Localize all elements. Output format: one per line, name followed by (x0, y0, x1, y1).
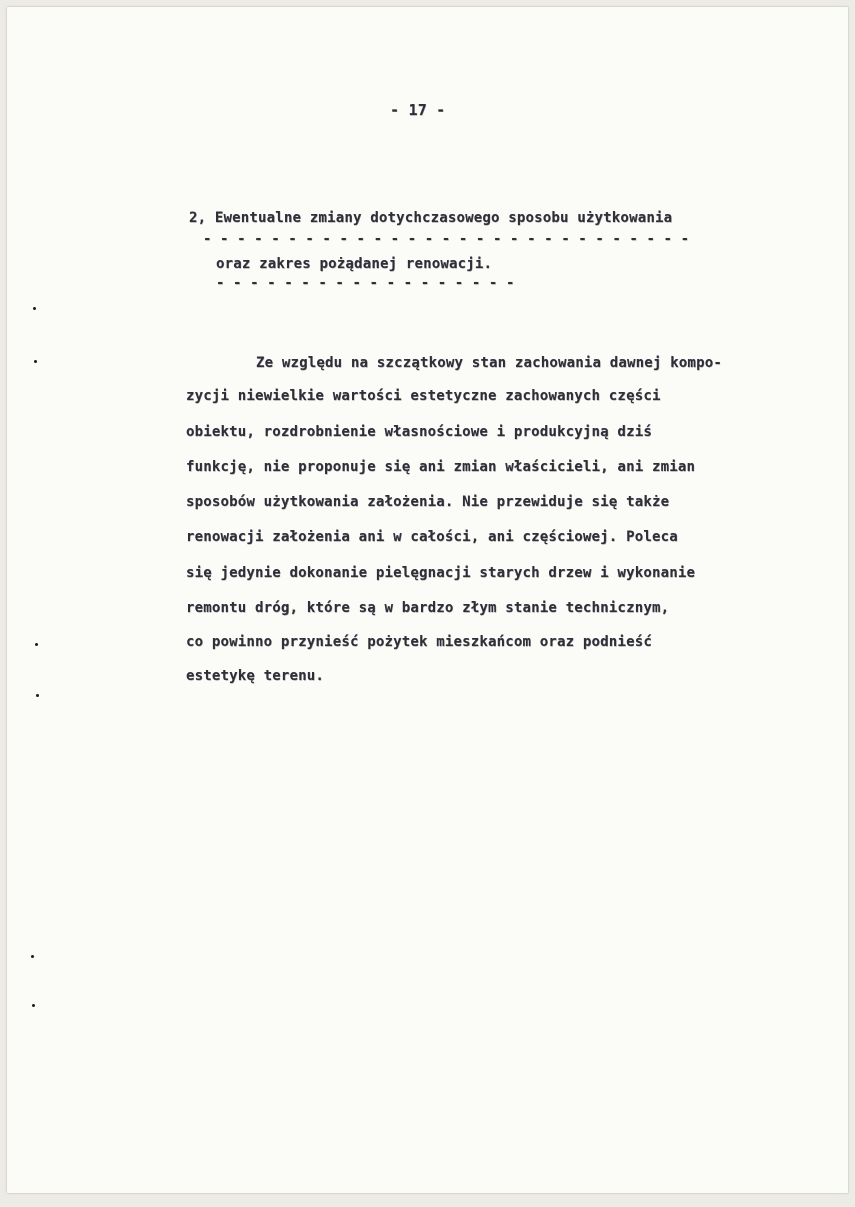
page-number: - 17 - (390, 101, 446, 119)
body-text-line: zycji niewielkie wartości estetyczne zachowanych części (186, 388, 661, 404)
margin-mark (36, 694, 39, 697)
margin-mark (31, 955, 34, 958)
document-page (7, 7, 848, 1193)
section-heading-line-2: oraz zakres pożądanej renowacji. (216, 256, 493, 272)
margin-mark (32, 1004, 35, 1007)
section-heading-underline-2: - - - - - - - - - - - - - - - - - - (216, 275, 515, 291)
margin-mark (34, 360, 37, 363)
body-text-line: funkcję, nie proponuje się ani zmian właścicieli, ani zmian (186, 459, 696, 475)
body-text-line: estetykę terenu. (186, 668, 325, 684)
body-text-line: Ze względu na szczątkowy stan zachowania dawnej kompo- (256, 355, 722, 371)
body-text-line: remontu dróg, które są w bardzo złym stanie technicznym, (186, 600, 670, 616)
section-heading-line-1: 2, Ewentualne zmiany dotychczasowego sposobu użytkowania (189, 210, 673, 226)
body-text-line: co powinno przynieść pożytek mieszkańcom oraz podnieść (186, 634, 652, 650)
body-text-line: sposobów użytkowania założenia. Nie przewiduje się także (186, 494, 670, 510)
body-text-line: obiektu, rozdrobnienie własnościowe i produkcyjną dziś (186, 424, 652, 440)
margin-mark (35, 643, 38, 646)
body-text-line: się jedynie dokonanie pielęgnacji starych drzew i wykonanie (186, 565, 696, 581)
body-text-line: renowacji założenia ani w całości, ani częściowej. Poleca (186, 529, 678, 545)
margin-mark (33, 307, 36, 310)
section-heading-underline-1: - - - - - - - - - - - - - - - - - - - - - - - - - - - - - (203, 231, 690, 247)
